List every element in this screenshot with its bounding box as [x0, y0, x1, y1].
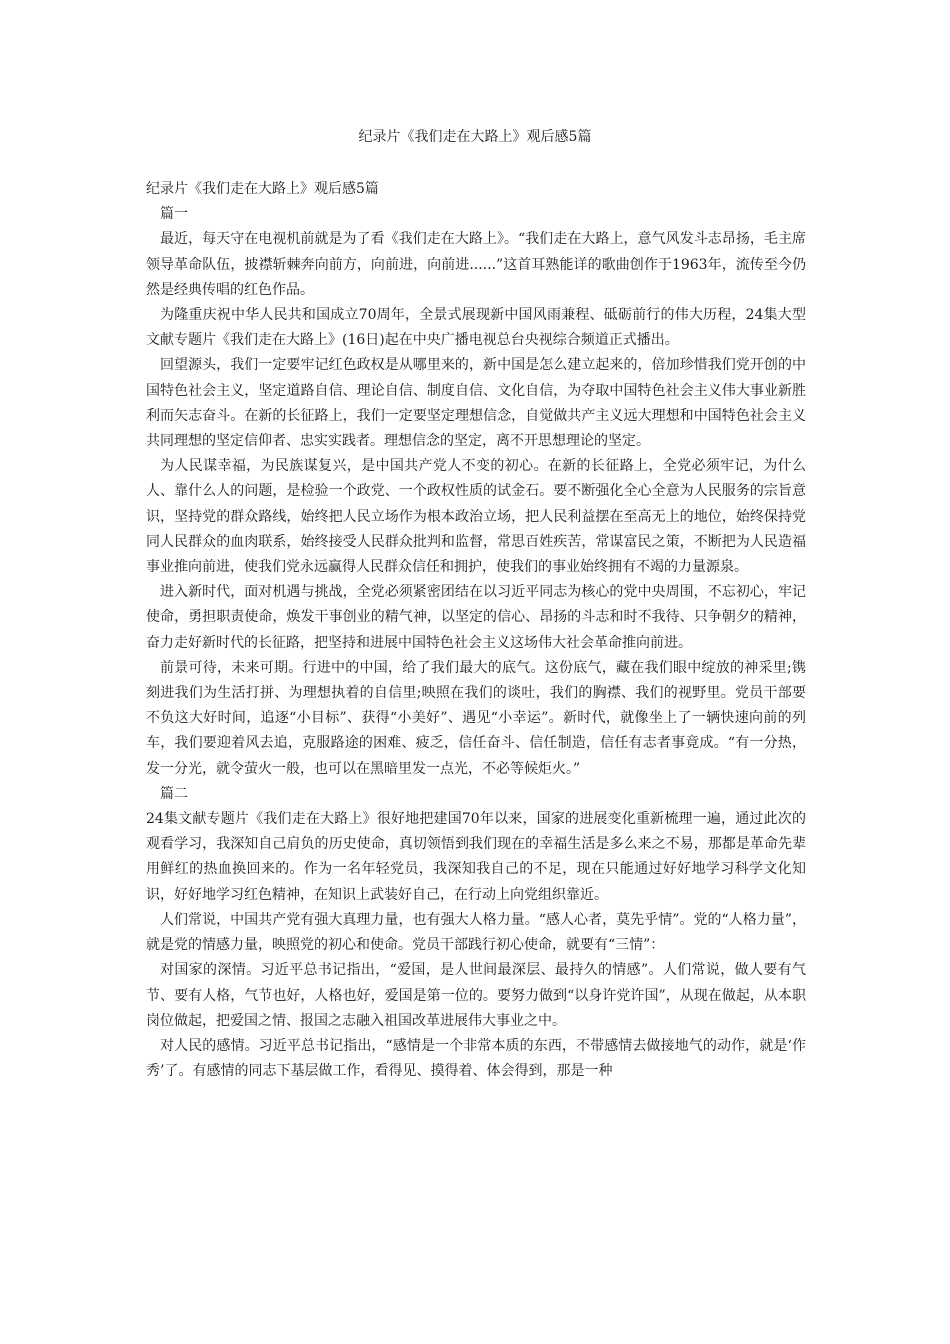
paragraph: 对国家的深情。习近平总书记指出，“爱国，是人世间最深层、最持久的情感”。人们常说，做人要有气节、要有人格，气节也好，人格也好，爱国是第一位的。要努力做到“以身许党许国”，从现在做起，从本职岗位做起，把爱国之情、报国之志融入祖国改革进展伟大事业之中。 [146, 962, 806, 1029]
paragraph: 为隆重庆祝中华人民共和国成立70周年，全景式展现新中国风雨兼程、砥砺前行的伟大历程，24集大型文献专题片《我们走在大路上》(16日)起在中央广播电视总台央视综合频道正式播出。 [146, 307, 806, 349]
paragraph: 回望源头，我们一定要牢记红色政权是从哪里来的，新中国是怎么建立起来的，倍加珍惜我们党开创的中国特色社会主义，坚定道路自信、理论自信、制度自信、文化自信，为夺取中国特色社会主义伟大事业新胜利而矢志奋斗。在新的长征路上，我们一定要坚定理想信念，自觉做共产主义远大理想和中国特色社会主义共同理想的坚定信仰者、忠实实践者。理想信念的坚定，离不开思想理论的坚定。 [146, 357, 806, 450]
paragraph: 24集文献专题片《我们走在大路上》很好地把建国70年以来，国家的进展变化重新梳理一遍，通过此次的观看学习，我深知自己肩负的历史使命，真切领悟到我们现在的幸福生活是多么来之不易，那都是革命先辈用鲜红的热血换回来的。作为一名年轻党员，我深知我自己的不足，现在只能通过好好地学习科学文化知识，好好地学习红色精神，在知识上武装好自己，在行动上向党组织靠近。 [146, 811, 806, 903]
paragraph: 前景可待，未来可期。行进中的中国，给了我们最大的底气。这份底气，藏在我们眼中绽放的神采里;镌刻进我们为生活打拼、为理想执着的自信里;映照在我们的谈吐，我们的胸襟、我们的视野里。党员干部要不负这大好时间，追逐“小目标”、获得“小美好”、遇见“小幸运”。新时代，就像坐上了一辆快速向前的列车，我们要迎着风去追，克服路途的困难、疲乏，信任奋斗、信任制造，信任有志者事竟成。“有一分热，发一分光，就令萤火一般，也可以在黑暗里发一点光，不必等候炬火。” [146, 659, 806, 777]
paragraph: 为人民谋幸福，为民族谋复兴，是中国共产党人不变的初心。在新的长征路上，全党必须牢记，为什么人、靠什么人的问题，是检验一个政党、一个政权性质的试金石。要不断强化全心全意为人民服务的宗旨意识，坚持党的群众路线，始终把人民立场作为根本政治立场，把人民利益摆在至高无上的地位，始终保持党同人民群众的血肉联系，始终接受人民群众批判和监督，常思百姓疾苦，常谋富民之策，不断把为人民造福事业推向前进，使我们党永远赢得人民群众信任和拥护，使我们的事业始终拥有不竭的力量源泉。 [146, 458, 806, 576]
paragraph: 进入新时代，面对机遇与挑战，全党必须紧密团结在以习近平同志为核心的党中央周围，不忘初心，牢记使命，勇担职责使命，焕发干事创业的精气神，以坚定的信心、昂扬的斗志和时不我待、只争朝夕的精神，奋力走好新时代的长征路，把坚持和进展中国特色社会主义这场伟大社会革命推向前进。 [146, 584, 806, 651]
paragraph: 对人民的感情。习近平总书记指出，“感情是一个非常本质的东西，不带感情去做接地气的动作，就是‘作秀’了。有感情的同志下基层做工作，看得见、摸得着、体会得到，那是一种 [146, 1037, 806, 1080]
document-body [146, 177, 806, 1084]
paragraph: 最近，每天守在电视机前就是为了看《我们走在大路上》。“我们走在大路上，意气风发斗志昂扬，毛主席领导革命队伍，披襟斩棘奔向前方，向前进，向前进......”这首耳熟能详的歌曲创作于1963年，流传至今仍然是经典传唱的红色作品。 [146, 231, 806, 298]
document-subtitle: 纪录片《我们走在大路上》观后感5篇 [146, 181, 379, 197]
document-title: 纪录片《我们走在大路上》观后感5篇 [358, 129, 592, 145]
paragraph: 人们常说，中国共产党有强大真理力量，也有强大人格力量。“感人心者，莫先乎情”。党的“人格力量”，就是党的情感力量，映照党的初心和使命。党员干部践行初心使命，就要有“三情”： [146, 911, 806, 954]
section-heading: 篇一 [160, 206, 188, 223]
section-heading: 篇二 [160, 785, 188, 802]
